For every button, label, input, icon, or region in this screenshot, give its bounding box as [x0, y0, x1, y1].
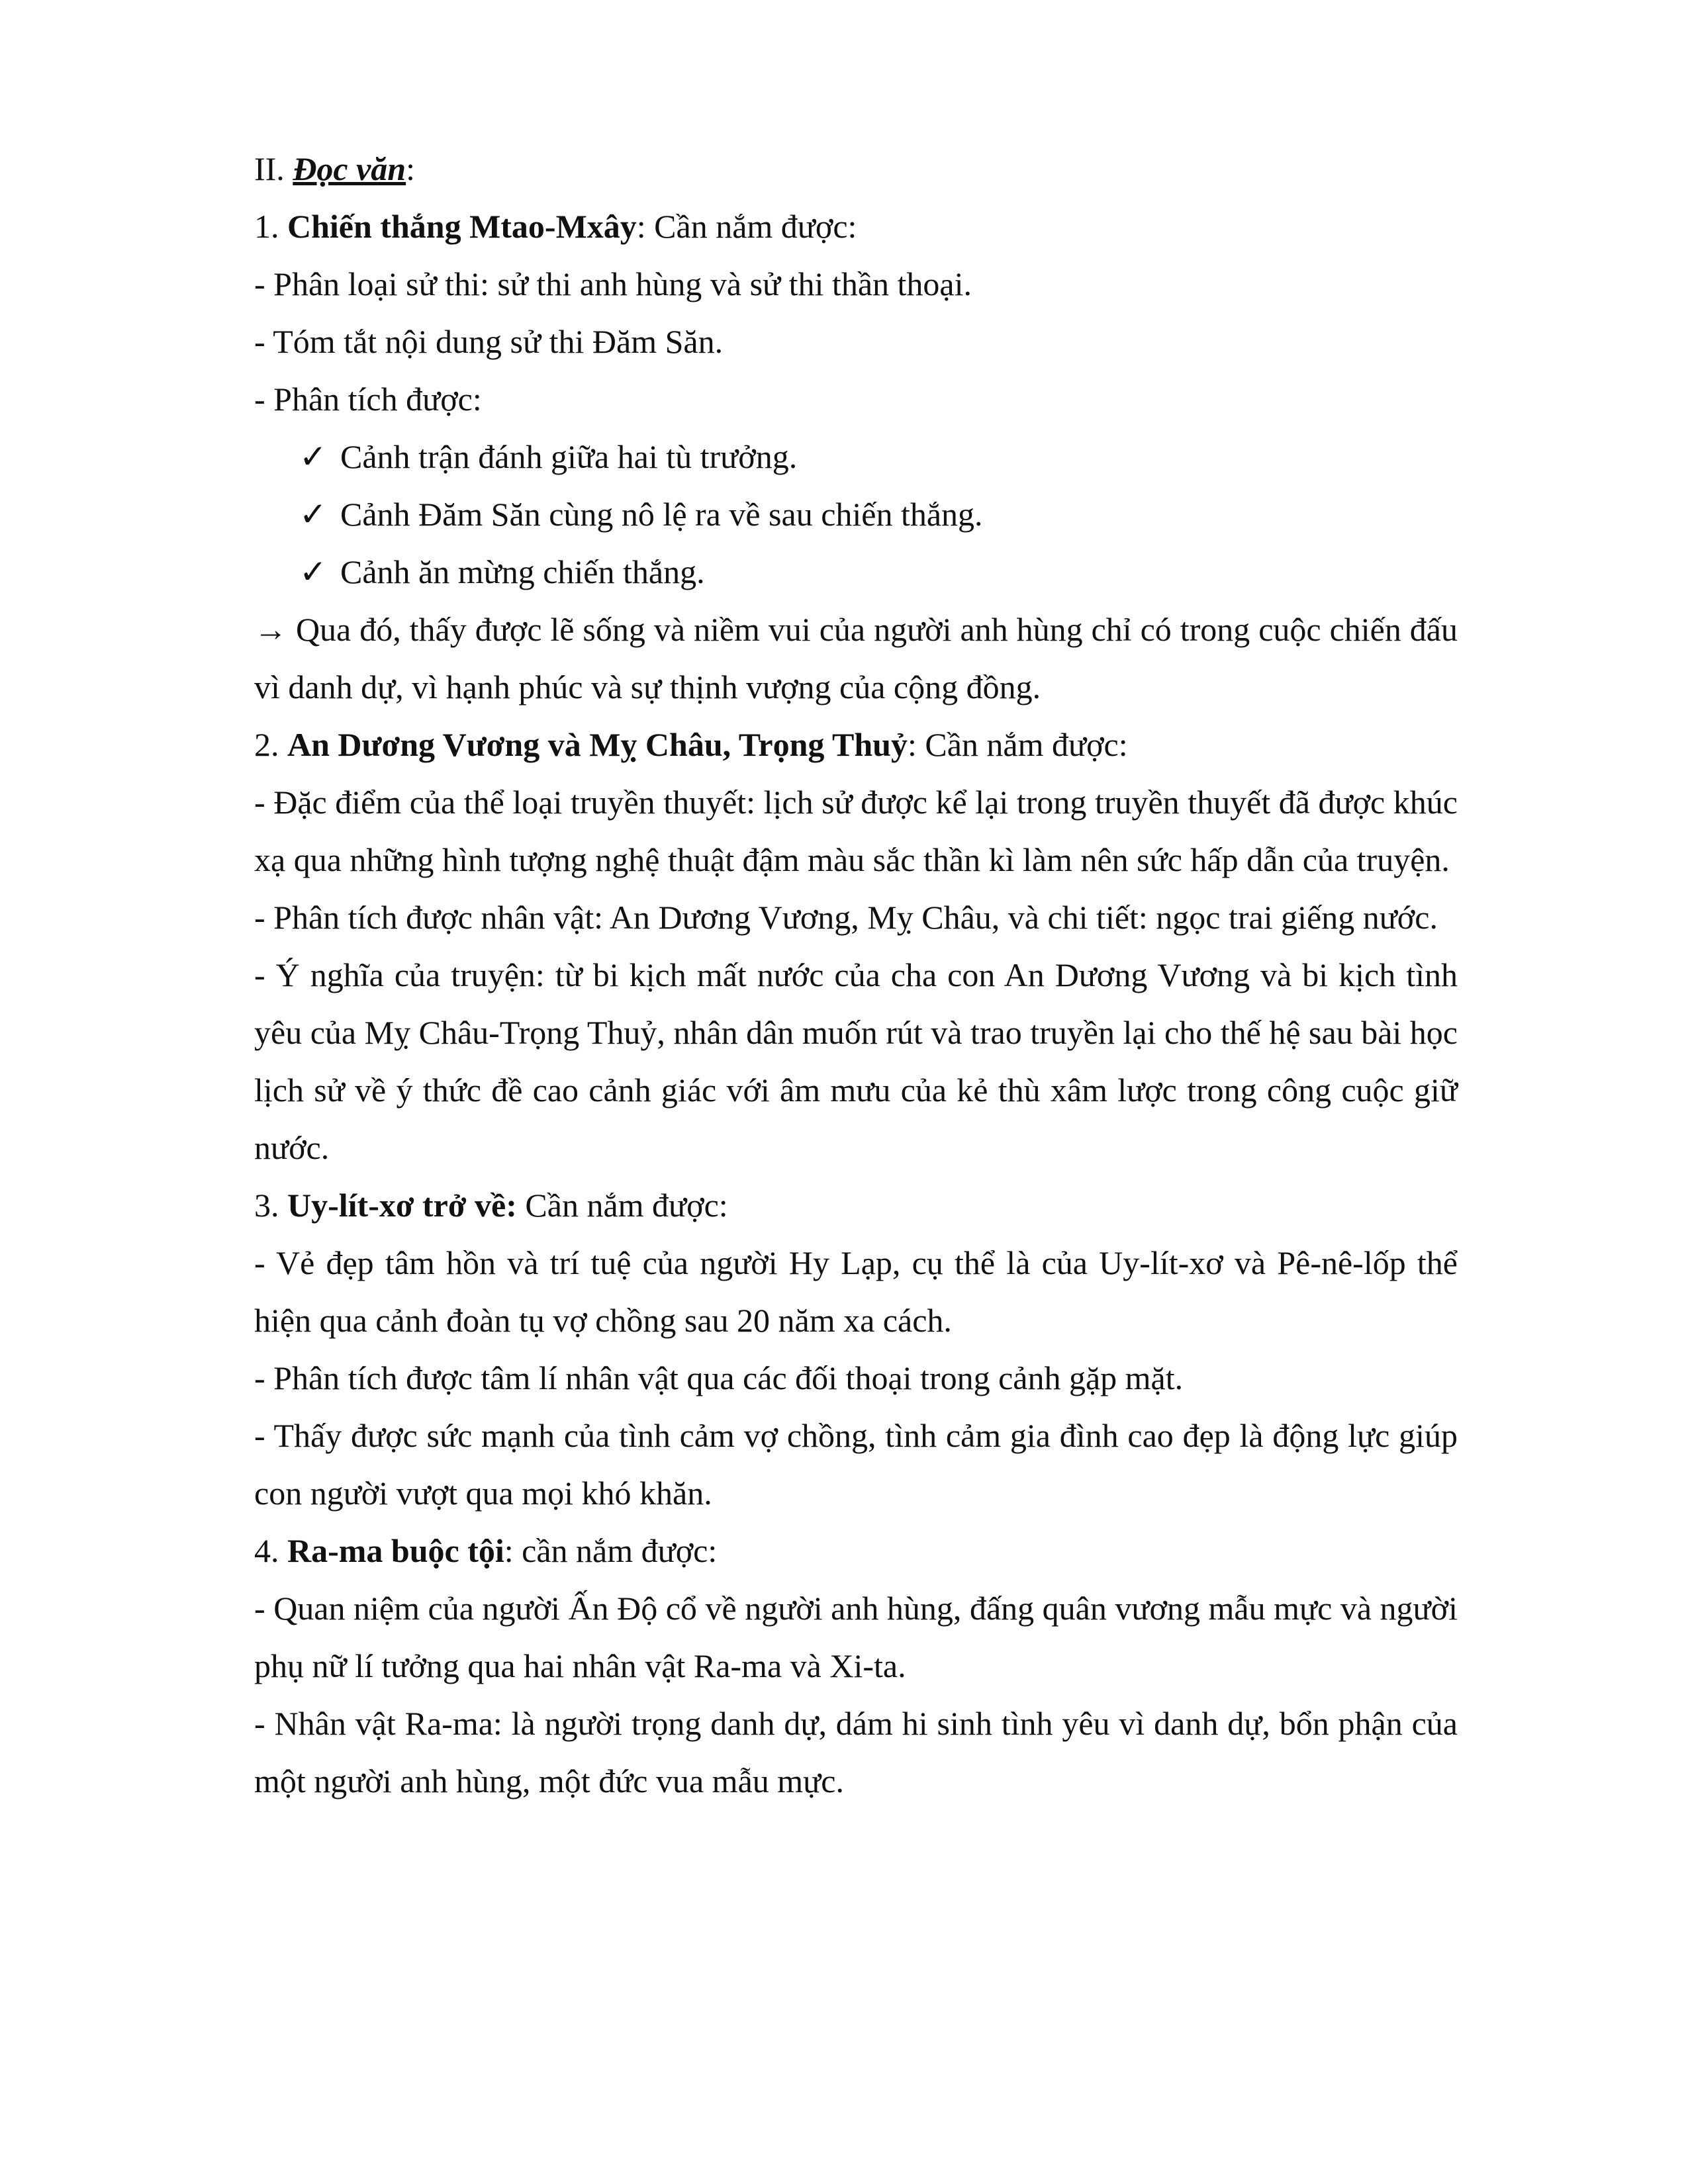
check-item: ✓ Cảnh trận đánh giữa hai tù trưởng.: [254, 428, 1458, 486]
list-item: - Tóm tắt nội dung sử thi Đăm Săn.: [254, 323, 724, 360]
document-body: [254, 140, 1458, 1810]
heading-suffix: :: [406, 150, 416, 187]
list-item: - Ý nghĩa của truyện: từ bi kịch mất nước của cha con An Dương Vương và bi kịch tình yêu của Mỵ Châu-Trọng Thuỷ, nhân dân muốn rút và trao truyền lại cho thế hệ sau bài học lịch sử về ý thức đề cao cảnh giác với âm mưu của kẻ thù xâm lược trong công cuộc giữ nước.: [254, 956, 1458, 1166]
list-item: - Phân tích được tâm lí nhân vật qua các đối thoại trong cảnh gặp mặt.: [254, 1359, 1184, 1396]
list-item: - Nhân vật Ra-ma: là người trọng danh dự, dám hi sinh tình yêu vì danh dự, bổn phận của một người anh hùng, một đức vua mẫu mực.: [254, 1705, 1458, 1799]
checkmark-icon: ✓: [299, 553, 327, 590]
list-item: - Thấy được sức mạnh của tình cảm vợ chồng, tình cảm gia đình cao đẹp là động lực giúp con người vượt qua mọi khó khăn.: [254, 1417, 1458, 1512]
section-heading: [254, 140, 1458, 198]
section-4-title: 4. Ra-ma buộc tội: cần nắm được:: [254, 1532, 718, 1569]
list-item: - Quan niệm của người Ấn Độ cổ về người anh hùng, đấng quân vương mẫu mực và người phụ nữ lí tưởng qua hai nhân vật Ra-ma và Xi-ta.: [254, 1590, 1458, 1684]
conclusion-paragraph: → Qua đó, thấy được lẽ sống và niềm vui của người anh hùng chỉ có trong cuộc chiến đấu vì danh dự, vì hạnh phúc và sự thịnh vượng của cộng đồng.: [254, 611, 1458, 705]
section-3-title: 3. Uy-lít-xơ trở về: Cần nắm được:: [254, 1187, 728, 1224]
checkmark-icon: ✓: [299, 496, 327, 533]
list-item: - Phân tích được nhân vật: An Dương Vương, Mỵ Châu, và chi tiết: ngọc trai giếng nước.: [254, 899, 1438, 936]
heading-prefix: II.: [254, 150, 293, 187]
list-item: - Phân loại sử thi: sử thi anh hùng và sử thi thần thoại.: [254, 265, 972, 302]
section-1-title: 1. Chiến thắng Mtao-Mxây: Cần nắm được:: [254, 208, 857, 245]
check-item: ✓ Cảnh Đăm Săn cùng nô lệ ra về sau chiến thắng.: [254, 486, 1458, 543]
arrow-icon: →: [254, 611, 287, 648]
section-2-title: 2. An Dương Vương và Mỵ Châu, Trọng Thuỷ: Cần nắm được:: [254, 726, 1128, 763]
heading-title: Đọc văn: [293, 150, 406, 187]
check-item: ✓ Cảnh ăn mừng chiến thắng.: [254, 543, 1458, 601]
list-item: - Đặc điểm của thể loại truyền thuyết: lịch sử được kể lại trong truyền thuyết đã được khúc xạ qua những hình tượng nghệ thuật đậm màu sắc thần kì làm nên sức hấp dẫn của truyện.: [254, 784, 1458, 878]
list-item: - Phân tích được:: [254, 381, 482, 418]
list-item: - Vẻ đẹp tâm hồn và trí tuệ của người Hy Lạp, cụ thể là của Uy-lít-xơ và Pê-nê-lốp thể hiện qua cảnh đoàn tụ vợ chồng sau 20 năm xa cách.: [254, 1244, 1458, 1339]
checkmark-icon: ✓: [299, 438, 327, 475]
